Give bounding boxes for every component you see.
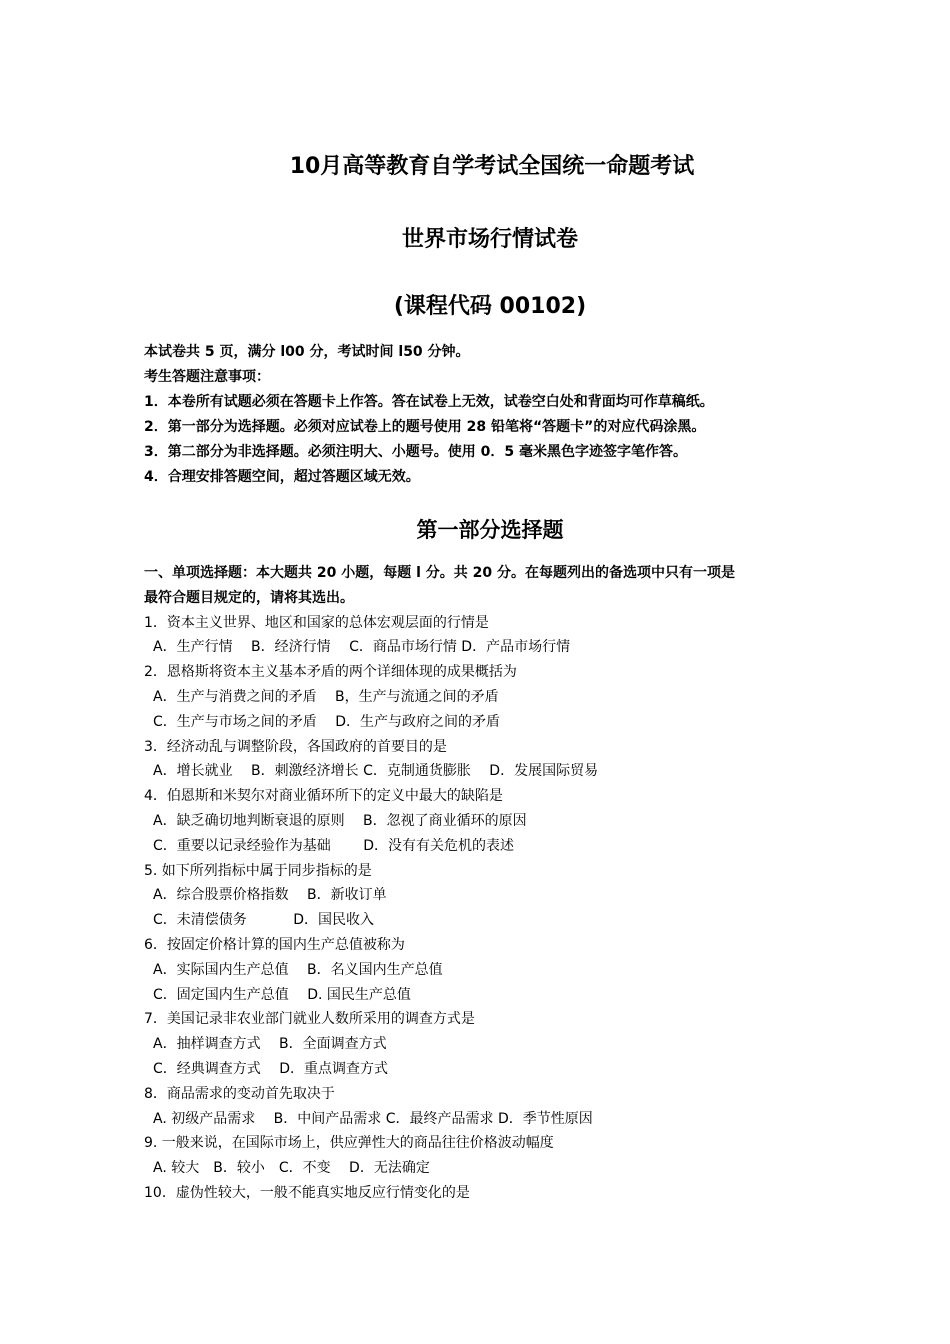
question-stem: 10．虚伪性较大，一般不能真实地反应行情变化的是: [144, 1184, 470, 1201]
notice-item: 4．合理安排答题空间，超过答题区域无效。: [144, 469, 420, 485]
question-stem: 2．恩格斯将资本主义基本矛盾的两个详细体现的成果概括为: [144, 664, 517, 681]
question-stem: 1．资本主义世界、地区和国家的总体宏观层面的行情是: [144, 614, 489, 631]
multiple-choice-section: [144, 561, 824, 1206]
notice-heading: 考生答题注意事项：: [144, 369, 270, 385]
question-options: A. 初级产品需求 B．中间产品需求 C．最终产品需求 D．季节性原因: [153, 1110, 593, 1127]
notice-summary: 本试卷共 5 页，满分 l00 分，考试时间 l50 分钟。: [144, 344, 470, 360]
section-instruction: 一、单项选择题：本大题共 20 小题，每题 l 分。共 20 分。在每题列出的备选项中只有一项是: [144, 565, 736, 581]
question-stem: 4．伯恩斯和米契尔对商业循环所下的定义中最大的缺陷是: [144, 788, 503, 805]
question-options: A．实际国内生产总值 B．名义国内生产总值: [153, 961, 443, 978]
section-instruction: 最符合题目规定的，请将其选出。: [144, 589, 354, 606]
question-options: A．综合股票价格指数 B．新收订单: [153, 887, 387, 904]
question-options: A．增长就业 B．刺激经济增长 C．克制通货膨胀 D．发展国际贸易: [153, 763, 599, 780]
question-options: C．生产与市场之间的矛盾 D．生产与政府之间的矛盾: [153, 713, 501, 730]
notice-item: 3．第二部分为非选择题。必须注明大、小题号。使用 0．5 毫米黑色字迹签字笔作答。: [144, 444, 687, 460]
question-stem: 8．商品需求的变动首先取决于: [144, 1085, 335, 1102]
question-options: A. 较大 B．较小 C．不变 D．无法确定: [153, 1160, 430, 1177]
paper-title: 世界市场行情试卷: [401, 227, 578, 252]
part1-title: 第一部分选择题: [416, 518, 564, 542]
question-stem: 9. 一般来说，在国际市场上，供应弹性大的商品往往价格波动幅度: [144, 1135, 554, 1152]
question-options: C．未清偿债务 D．国民收入: [153, 912, 375, 929]
question-options: A．抽样调查方式 B．全面调查方式: [153, 1036, 387, 1053]
question-stem: 3．经济动乱与调整阶段，各国政府的首要目的是: [144, 738, 447, 755]
question-stem: 7．美国记录非农业部门就业人数所采用的调查方式是: [144, 1011, 475, 1028]
question-stem: 5. 如下所列指标中属于同步指标的是: [144, 862, 372, 879]
question-options: C．重要以记录经验作为基础 D．没有有关危机的表述: [153, 837, 515, 854]
question-options: C．经典调查方式 D．重点调查方式: [153, 1060, 389, 1077]
notice-item: 2．第一部分为选择题。必须对应试卷上的题号使用 28 铅笔将“答题卡”的对应代码涂黑。: [144, 419, 706, 435]
notice-item: 1．本卷所有试题必须在答题卡上作答。答在试卷上无效，试卷空白处和背面均可作草稿纸。: [144, 394, 714, 410]
question-options: A．生产行情 B．经济行情 C．商品市场行情 D．产品市场行情: [153, 639, 571, 656]
exam-notice: [144, 340, 824, 490]
course-code: (课程代码 00102): [393, 294, 587, 319]
question-options: A．缺乏确切地判断衰退的原则 B．忽视了商业循环的原因: [153, 812, 527, 829]
question-options: A．生产与消费之间的矛盾 B，生产与流通之间的矛盾: [153, 688, 499, 705]
exam-title: 10月高等教育自学考试全国统一命题考试: [289, 154, 695, 179]
question-options: C．固定国内生产总值 D. 国民生产总值: [153, 986, 411, 1003]
question-stem: 6．按固定价格计算的国内生产总值被称为: [144, 936, 405, 953]
